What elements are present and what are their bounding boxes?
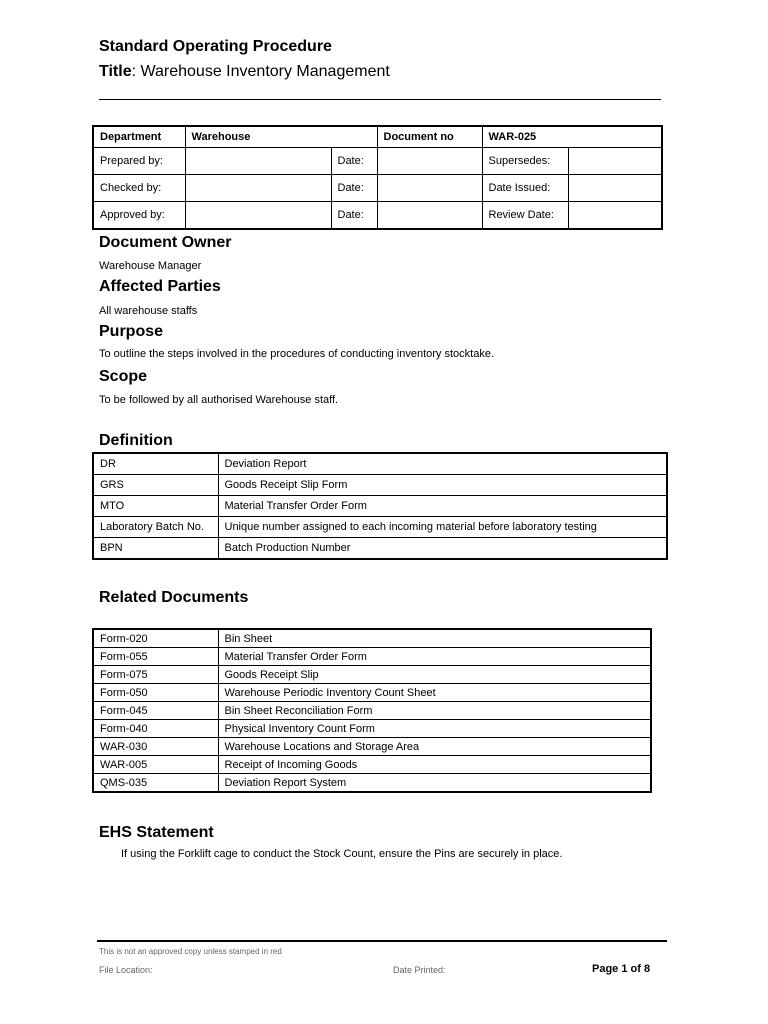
definition-term: GRS xyxy=(93,475,218,496)
footer-file-location: File Location: xyxy=(99,965,153,975)
document-number-value: WAR-025 xyxy=(482,126,662,148)
prepared-by-value xyxy=(185,148,331,175)
approved-by-value xyxy=(185,202,331,230)
section-purpose: Purpose xyxy=(99,323,164,340)
document-number-label: Document no xyxy=(377,126,482,148)
table-row xyxy=(93,453,667,475)
prepared-date-value xyxy=(377,148,482,175)
approved-date-value xyxy=(377,202,482,230)
related-document-code: Form-055 xyxy=(93,648,218,666)
table-row xyxy=(93,175,662,202)
document-owner-text: Warehouse Manager xyxy=(99,260,202,272)
related-document-name: Receipt of Incoming Goods xyxy=(218,756,651,774)
table-row xyxy=(93,720,651,738)
footer-divider xyxy=(97,940,667,942)
section-affected-parties: Affected Parties xyxy=(99,278,221,295)
purpose-text: To outline the steps involved in the procedures of conducting inventory stocktake. xyxy=(99,348,495,360)
table-row xyxy=(93,774,651,793)
scope-text: To be followed by all authorised Warehouse staff. xyxy=(99,394,339,406)
related-document-code: WAR-030 xyxy=(93,738,218,756)
supersedes-label: Supersedes: xyxy=(482,148,568,175)
department-value: Warehouse xyxy=(185,126,377,148)
review-date-label: Review Date: xyxy=(482,202,568,230)
related-document-name: Bin Sheet xyxy=(218,629,651,648)
document-control-table xyxy=(92,125,663,230)
definition-term: DR xyxy=(93,453,218,475)
related-document-code: Form-040 xyxy=(93,720,218,738)
ehs-statement-text: If using the Forklift cage to conduct the Stock Count, ensure the Pins are securely in place. xyxy=(121,848,563,860)
table-row xyxy=(93,629,651,648)
related-document-code: Form-020 xyxy=(93,629,218,648)
table-row xyxy=(93,148,662,175)
table-row xyxy=(93,517,667,538)
table-row xyxy=(93,538,667,560)
section-related-documents: Related Documents xyxy=(99,589,249,606)
definition-meaning: Goods Receipt Slip Form xyxy=(218,475,667,496)
prepared-by-label: Prepared by: xyxy=(93,148,185,175)
definition-term: BPN xyxy=(93,538,218,560)
title-value: : Warehouse Inventory Management xyxy=(131,63,390,80)
definition-meaning: Batch Production Number xyxy=(218,538,667,560)
related-document-name: Warehouse Locations and Storage Area xyxy=(218,738,651,756)
footer-date-printed: Date Printed: xyxy=(393,965,446,975)
table-row xyxy=(93,702,651,720)
checked-by-label: Checked by: xyxy=(93,175,185,202)
related-document-code: Form-075 xyxy=(93,666,218,684)
definitions-table xyxy=(92,452,668,560)
date-issued-label: Date Issued: xyxy=(482,175,568,202)
table-row xyxy=(93,738,651,756)
checked-by-value xyxy=(185,175,331,202)
section-document-owner: Document Owner xyxy=(99,234,232,251)
related-document-name: Warehouse Periodic Inventory Count Sheet xyxy=(218,684,651,702)
related-document-code: Form-050 xyxy=(93,684,218,702)
table-row xyxy=(93,202,662,230)
department-label: Department xyxy=(93,126,185,148)
section-ehs-statement: EHS Statement xyxy=(99,824,214,841)
table-row xyxy=(93,475,667,496)
related-document-code: QMS-035 xyxy=(93,774,218,793)
related-document-name: Material Transfer Order Form xyxy=(218,648,651,666)
related-document-name: Bin Sheet Reconciliation Form xyxy=(218,702,651,720)
table-row xyxy=(93,126,662,148)
related-document-code: WAR-005 xyxy=(93,756,218,774)
section-definition: Definition xyxy=(99,432,173,449)
table-row xyxy=(93,648,651,666)
document-title xyxy=(99,63,390,81)
related-document-name: Goods Receipt Slip xyxy=(218,666,651,684)
approved-date-label: Date: xyxy=(331,202,377,230)
title-label: Title xyxy=(99,63,132,80)
related-document-name: Deviation Report System xyxy=(218,774,651,793)
table-row xyxy=(93,666,651,684)
definition-term: Laboratory Batch No. xyxy=(93,517,218,538)
table-row xyxy=(93,496,667,517)
section-scope: Scope xyxy=(99,368,148,385)
table-row xyxy=(93,684,651,702)
title-divider xyxy=(99,99,661,100)
checked-date-label: Date: xyxy=(331,175,377,202)
date-issued-value xyxy=(568,175,662,202)
document-heading: Standard Operating Procedure xyxy=(99,38,332,55)
related-document-name: Physical Inventory Count Form xyxy=(218,720,651,738)
table-row xyxy=(93,756,651,774)
definition-meaning: Material Transfer Order Form xyxy=(218,496,667,517)
approved-by-label: Approved by: xyxy=(93,202,185,230)
related-document-code: Form-045 xyxy=(93,702,218,720)
checked-date-value xyxy=(377,175,482,202)
footer-approval-note: This is not an approved copy unless stamped in red xyxy=(99,947,282,956)
definition-meaning: Unique number assigned to each incoming material before laboratory testing xyxy=(218,517,667,538)
supersedes-value xyxy=(568,148,662,175)
related-documents-table xyxy=(92,628,652,793)
definition-meaning: Deviation Report xyxy=(218,453,667,475)
review-date-value xyxy=(568,202,662,230)
affected-parties-text: All warehouse staffs xyxy=(99,305,198,317)
page-number: Page 1 of 8 xyxy=(592,963,651,975)
prepared-date-label: Date: xyxy=(331,148,377,175)
definition-term: MTO xyxy=(93,496,218,517)
